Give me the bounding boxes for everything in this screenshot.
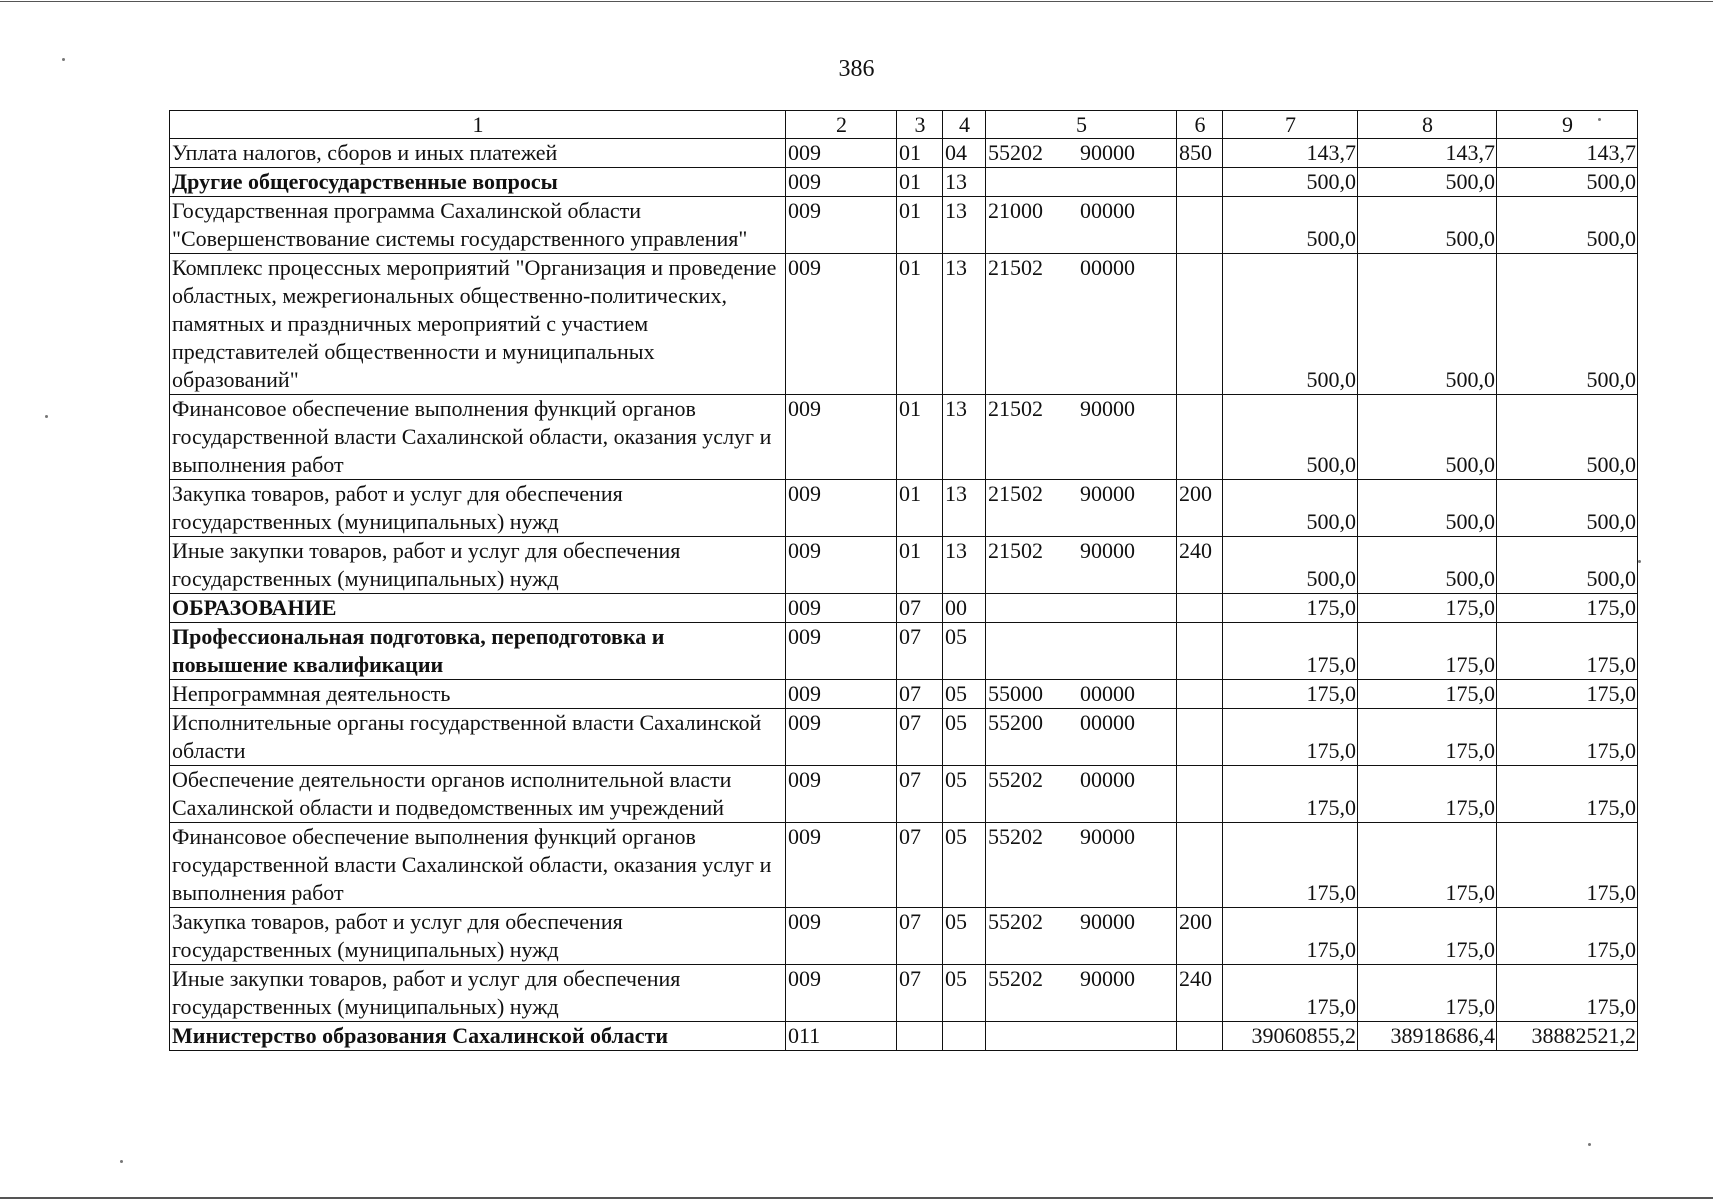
expense-type-cell [1177, 197, 1223, 254]
amount-cell-v9: 175,0 [1497, 908, 1638, 965]
target-article-prefix: 21502 [988, 255, 1043, 280]
header-cell: 7 [1223, 111, 1358, 139]
row-name: Исполнительные органы государственной власти Сахалинской области [170, 709, 786, 766]
row-name: Непрограммная деятельность [170, 680, 786, 709]
table-row [170, 709, 1638, 766]
expense-type-cell [1177, 709, 1223, 766]
code-cell-c3: 01 [897, 537, 943, 594]
amount-cell-v7: 175,0 [1223, 709, 1358, 766]
table-row [170, 197, 1638, 254]
code-cell-c3: 01 [897, 395, 943, 480]
table-row [170, 680, 1638, 709]
target-article-prefix: 21502 [988, 396, 1043, 421]
table-row [170, 139, 1638, 168]
amount-cell-v8: 500,0 [1358, 168, 1497, 197]
target-article-suffix: 90000 [1080, 396, 1135, 421]
code-cell-c2: 009 [786, 594, 897, 623]
table-row [170, 594, 1638, 623]
row-name: Иные закупки товаров, работ и услуг для обеспечения государственных (муниципальных) нужд [170, 965, 786, 1022]
target-article-suffix: 90000 [1080, 140, 1135, 165]
target-article-cell [986, 709, 1177, 766]
code-cell-c3: 01 [897, 254, 943, 395]
header-cell: 5 [986, 111, 1177, 139]
code-cell-c3: 07 [897, 965, 943, 1022]
target-article-cell [986, 139, 1177, 168]
target-article-suffix: 90000 [1080, 481, 1135, 506]
table-row [170, 965, 1638, 1022]
amount-cell-v8: 175,0 [1358, 623, 1497, 680]
row-name: Другие общегосударственные вопросы [170, 168, 786, 197]
header-cell: 3 [897, 111, 943, 139]
expense-type-cell: 200 [1177, 908, 1223, 965]
code-cell-c2: 009 [786, 709, 897, 766]
code-cell-c2: 009 [786, 680, 897, 709]
amount-cell-v8: 500,0 [1358, 537, 1497, 594]
amount-cell-v7: 500,0 [1223, 395, 1358, 480]
amount-cell-v7: 175,0 [1223, 680, 1358, 709]
code-cell-c2: 009 [786, 254, 897, 395]
amount-cell-v9: 175,0 [1497, 594, 1638, 623]
amount-cell-v8: 175,0 [1358, 594, 1497, 623]
row-name: Финансовое обеспечение выполнения функций органов государственной власти Сахалинской области, оказания услуг и выполнения работ [170, 395, 786, 480]
target-article-cell [986, 537, 1177, 594]
expense-type-cell [1177, 254, 1223, 395]
target-article-cell [986, 623, 1177, 680]
code-cell-c2: 009 [786, 623, 897, 680]
row-name: Комплекс процессных мероприятий "Организация и проведение областных, межрегиональных общественно-политических, памятных и праздничных мероприятий с участием представителей общественности и муниципальных образований" [170, 254, 786, 395]
row-name: Министерство образования Сахалинской области [170, 1022, 786, 1051]
code-cell-c2: 009 [786, 537, 897, 594]
target-article-cell [986, 395, 1177, 480]
target-article-suffix: 00000 [1080, 198, 1135, 223]
amount-cell-v7: 175,0 [1223, 908, 1358, 965]
expense-type-cell: 850 [1177, 139, 1223, 168]
row-name: Обеспечение деятельности органов исполнительной власти Сахалинской области и подведомственных им учреждений [170, 766, 786, 823]
code-cell-c4: 13 [943, 197, 986, 254]
expense-type-cell [1177, 594, 1223, 623]
code-cell-c2: 011 [786, 1022, 897, 1051]
scan-edge-bottom [0, 1197, 1713, 1199]
expense-type-cell: 240 [1177, 537, 1223, 594]
code-cell-c4: 13 [943, 254, 986, 395]
row-name: ОБРАЗОВАНИЕ [170, 594, 786, 623]
target-article-prefix: 55200 [988, 710, 1043, 735]
row-name: Иные закупки товаров, работ и услуг для обеспечения государственных (муниципальных) нужд [170, 537, 786, 594]
amount-cell-v8: 500,0 [1358, 254, 1497, 395]
target-article-cell [986, 823, 1177, 908]
target-article-cell [986, 766, 1177, 823]
target-article-suffix: 00000 [1080, 710, 1135, 735]
code-cell-c2: 009 [786, 766, 897, 823]
code-cell-c3: 07 [897, 908, 943, 965]
target-article-prefix: 55202 [988, 909, 1043, 934]
code-cell-c2: 009 [786, 395, 897, 480]
target-article-prefix: 55202 [988, 767, 1043, 792]
code-cell-c2: 009 [786, 965, 897, 1022]
row-name: Уплата налогов, сборов и иных платежей [170, 139, 786, 168]
code-cell-c4: 05 [943, 623, 986, 680]
code-cell-c3: 07 [897, 823, 943, 908]
amount-cell-v8: 500,0 [1358, 480, 1497, 537]
header-cell: 6 [1177, 111, 1223, 139]
code-cell-c3: 01 [897, 168, 943, 197]
amount-cell-v8: 500,0 [1358, 395, 1497, 480]
amount-cell-v9: 500,0 [1497, 168, 1638, 197]
expense-type-cell [1177, 395, 1223, 480]
amount-cell-v8: 500,0 [1358, 197, 1497, 254]
amount-cell-v9: 175,0 [1497, 823, 1638, 908]
scan-speck [1598, 118, 1601, 121]
code-cell-c3: 07 [897, 766, 943, 823]
code-cell-c3: 07 [897, 709, 943, 766]
code-cell-c3: 01 [897, 139, 943, 168]
amount-cell-v9: 175,0 [1497, 965, 1638, 1022]
code-cell-c3 [897, 1022, 943, 1051]
amount-cell-v7: 143,7 [1223, 139, 1358, 168]
amount-cell-v9: 175,0 [1497, 680, 1638, 709]
amount-cell-v7: 500,0 [1223, 168, 1358, 197]
target-article-suffix: 90000 [1080, 824, 1135, 849]
amount-cell-v8: 175,0 [1358, 908, 1497, 965]
row-name: Закупка товаров, работ и услуг для обеспечения государственных (муниципальных) нужд [170, 480, 786, 537]
expense-type-cell [1177, 168, 1223, 197]
target-article-cell [986, 197, 1177, 254]
target-article-suffix: 00000 [1080, 681, 1135, 706]
target-article-cell [986, 680, 1177, 709]
code-cell-c4: 13 [943, 168, 986, 197]
table-row [170, 537, 1638, 594]
target-article-suffix: 90000 [1080, 966, 1135, 991]
table-row [170, 623, 1638, 680]
amount-cell-v9: 500,0 [1497, 537, 1638, 594]
expense-type-cell [1177, 1022, 1223, 1051]
target-article-prefix: 21502 [988, 538, 1043, 563]
amount-cell-v7: 175,0 [1223, 766, 1358, 823]
amount-cell-v7: 39060855,2 [1223, 1022, 1358, 1051]
target-article-suffix: 00000 [1080, 255, 1135, 280]
amount-cell-v7: 175,0 [1223, 823, 1358, 908]
scan-speck [45, 415, 48, 418]
code-cell-c3: 07 [897, 680, 943, 709]
table-row [170, 480, 1638, 537]
amount-cell-v9: 143,7 [1497, 139, 1638, 168]
amount-cell-v7: 500,0 [1223, 537, 1358, 594]
target-article-suffix: 90000 [1080, 538, 1135, 563]
row-name: Профессиональная подготовка, переподготовка и повышение квалификации [170, 623, 786, 680]
scan-edge-top [0, 1, 1713, 2]
code-cell-c2: 009 [786, 823, 897, 908]
code-cell-c4: 13 [943, 480, 986, 537]
table-row [170, 168, 1638, 197]
code-cell-c2: 009 [786, 139, 897, 168]
table-row [170, 766, 1638, 823]
amount-cell-v7: 500,0 [1223, 480, 1358, 537]
code-cell-c4: 13 [943, 395, 986, 480]
scan-speck [1588, 1143, 1591, 1146]
target-article-cell [986, 908, 1177, 965]
header-cell: 4 [943, 111, 986, 139]
code-cell-c4: 13 [943, 537, 986, 594]
row-name: Государственная программа Сахалинской области "Совершенствование системы государственного управления" [170, 197, 786, 254]
table-row [170, 823, 1638, 908]
code-cell-c3: 07 [897, 623, 943, 680]
scan-speck [120, 1160, 123, 1163]
table-row [170, 1022, 1638, 1051]
amount-cell-v7: 500,0 [1223, 254, 1358, 395]
code-cell-c4: 05 [943, 823, 986, 908]
code-cell-c2: 009 [786, 480, 897, 537]
amount-cell-v8: 175,0 [1358, 766, 1497, 823]
amount-cell-v8: 175,0 [1358, 823, 1497, 908]
target-article-prefix: 21000 [988, 198, 1043, 223]
expense-type-cell: 240 [1177, 965, 1223, 1022]
expense-type-cell [1177, 766, 1223, 823]
expense-type-cell [1177, 823, 1223, 908]
code-cell-c2: 009 [786, 197, 897, 254]
code-cell-c4: 00 [943, 594, 986, 623]
scan-speck [1638, 560, 1641, 563]
target-article-prefix: 55202 [988, 966, 1043, 991]
amount-cell-v7: 175,0 [1223, 965, 1358, 1022]
header-cell: 8 [1358, 111, 1497, 139]
amount-cell-v9: 500,0 [1497, 254, 1638, 395]
code-cell-c3: 01 [897, 197, 943, 254]
amount-cell-v9: 175,0 [1497, 623, 1638, 680]
amount-cell-v8: 175,0 [1358, 680, 1497, 709]
amount-cell-v9: 500,0 [1497, 197, 1638, 254]
header-row [170, 111, 1638, 139]
header-cell: 9 [1497, 111, 1638, 139]
target-article-cell [986, 254, 1177, 395]
target-article-suffix: 00000 [1080, 767, 1135, 792]
target-article-cell [986, 480, 1177, 537]
table-row [170, 395, 1638, 480]
amount-cell-v8: 175,0 [1358, 965, 1497, 1022]
amount-cell-v7: 175,0 [1223, 623, 1358, 680]
target-article-cell [986, 965, 1177, 1022]
budget-table [169, 110, 1638, 1051]
amount-cell-v9: 175,0 [1497, 766, 1638, 823]
amount-cell-v9: 500,0 [1497, 480, 1638, 537]
amount-cell-v8: 143,7 [1358, 139, 1497, 168]
target-article-prefix: 55202 [988, 140, 1043, 165]
amount-cell-v8: 38918686,4 [1358, 1022, 1497, 1051]
code-cell-c2: 009 [786, 168, 897, 197]
code-cell-c4: 05 [943, 680, 986, 709]
code-cell-c4: 05 [943, 709, 986, 766]
amount-cell-v9: 500,0 [1497, 395, 1638, 480]
target-article-prefix: 21502 [988, 481, 1043, 506]
target-article-cell [986, 594, 1177, 623]
header-cell: 1 [170, 111, 786, 139]
amount-cell-v7: 175,0 [1223, 594, 1358, 623]
target-article-prefix: 55000 [988, 681, 1043, 706]
code-cell-c3: 07 [897, 594, 943, 623]
code-cell-c2: 009 [786, 908, 897, 965]
target-article-cell [986, 1022, 1177, 1051]
target-article-suffix: 90000 [1080, 909, 1135, 934]
amount-cell-v9: 175,0 [1497, 709, 1638, 766]
code-cell-c4: 05 [943, 766, 986, 823]
amount-cell-v9: 38882521,2 [1497, 1022, 1638, 1051]
scan-speck [62, 58, 65, 61]
target-article-cell [986, 168, 1177, 197]
row-name: Финансовое обеспечение выполнения функций органов государственной власти Сахалинской области, оказания услуг и выполнения работ [170, 823, 786, 908]
target-article-prefix: 55202 [988, 824, 1043, 849]
code-cell-c4: 05 [943, 908, 986, 965]
amount-cell-v7: 500,0 [1223, 197, 1358, 254]
table-row [170, 908, 1638, 965]
expense-type-cell [1177, 680, 1223, 709]
expense-type-cell: 200 [1177, 480, 1223, 537]
row-name: Закупка товаров, работ и услуг для обеспечения государственных (муниципальных) нужд [170, 908, 786, 965]
table-row [170, 254, 1638, 395]
code-cell-c4 [943, 1022, 986, 1051]
amount-cell-v8: 175,0 [1358, 709, 1497, 766]
expense-type-cell [1177, 623, 1223, 680]
code-cell-c4: 04 [943, 139, 986, 168]
code-cell-c4: 05 [943, 965, 986, 1022]
header-cell: 2 [786, 111, 897, 139]
page-number: 386 [838, 56, 875, 82]
code-cell-c3: 01 [897, 480, 943, 537]
